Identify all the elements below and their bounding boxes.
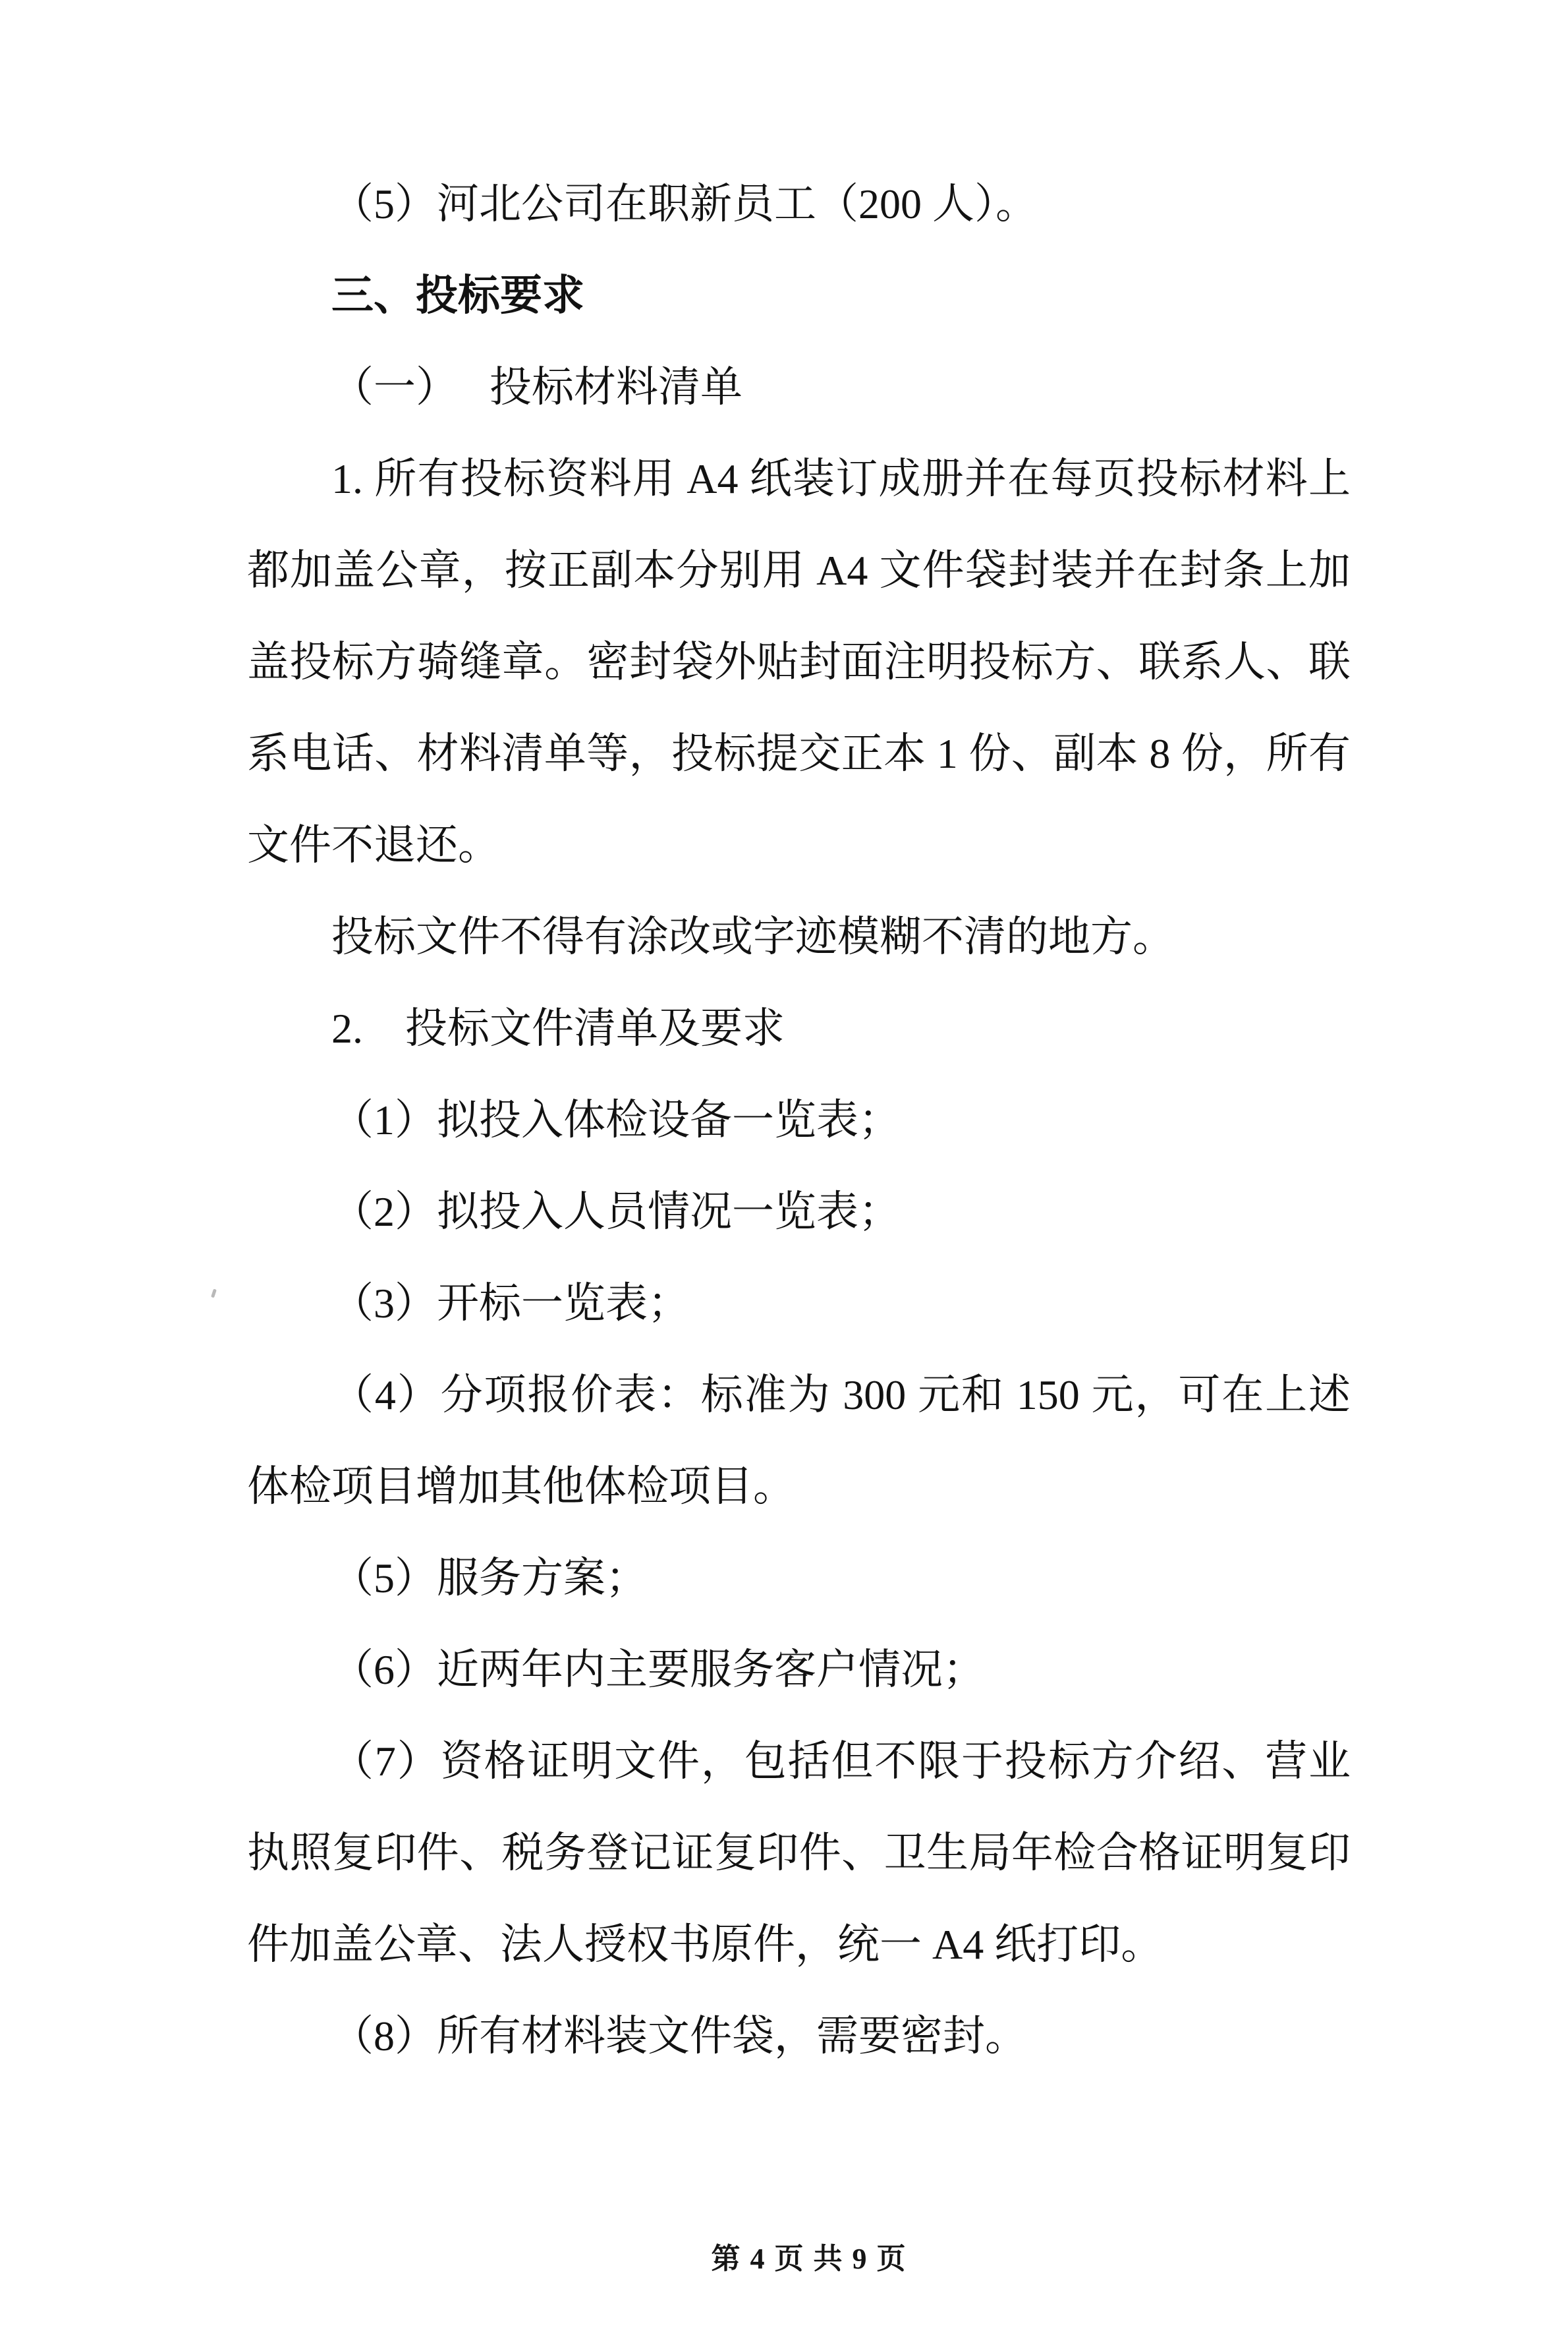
doc-line: 体检项目增加其他体检项目。 [247,1463,795,1510]
doc-list-item: （2）拟投入人员情况一览表； [331,1188,901,1235]
doc-line: 件加盖公章、法人授权书原件，统一 A4 纸打印。 [247,1921,1163,1968]
doc-list-item: （1）拟投入体检设备一览表； [331,1097,901,1143]
document-body [247,158,1351,2082]
doc-heading-section: 三、投标要求 [331,272,584,319]
doc-list-item: （6）近两年内主要服务客户情况； [331,1646,985,1693]
doc-line: 2. 投标文件清单及要求 [331,1005,785,1052]
doc-line: 1. 所有投标资料用 A4 纸装订成册并在每页投标材料上 [331,455,1351,502]
doc-list-item: （3）开标一览表； [331,1280,690,1327]
scan-artifact [211,1289,217,1298]
doc-list-item: （7）资格证明文件，包括但不限于投标方介绍、营业 [331,1738,1351,1785]
doc-list-item: （5）服务方案； [331,1555,648,1601]
doc-list-item: （4）分项报价表：标准为 300 元和 150 元，可在上述 [331,1371,1351,1418]
doc-line: 都加盖公章，按正副本分别用 A4 文件袋封装并在封条上加 [247,547,1351,594]
doc-line: （5）河北公司在职新员工（200 人）。 [331,181,1038,227]
doc-line: 文件不退还。 [247,822,500,869]
doc-line: 执照复印件、税务登记证复印件、卫生局年检合格证明复印 [247,1829,1351,1876]
doc-heading-subsection: （一） 投标材料清单 [331,364,742,411]
page-footer: 第 4 页 共 9 页 [711,2243,907,2275]
doc-line: 投标文件不得有涂改或字迹模糊不清的地方。 [331,913,1175,960]
doc-line: 系电话、材料清单等，投标提交正本 1 份、副本 8 份，所有 [247,730,1351,777]
doc-list-item: （8）所有材料装文件袋，需要密封。 [331,2013,1027,2059]
doc-line: 盖投标方骑缝章。密封袋外贴封面注明投标方、联系人、联 [247,639,1351,685]
